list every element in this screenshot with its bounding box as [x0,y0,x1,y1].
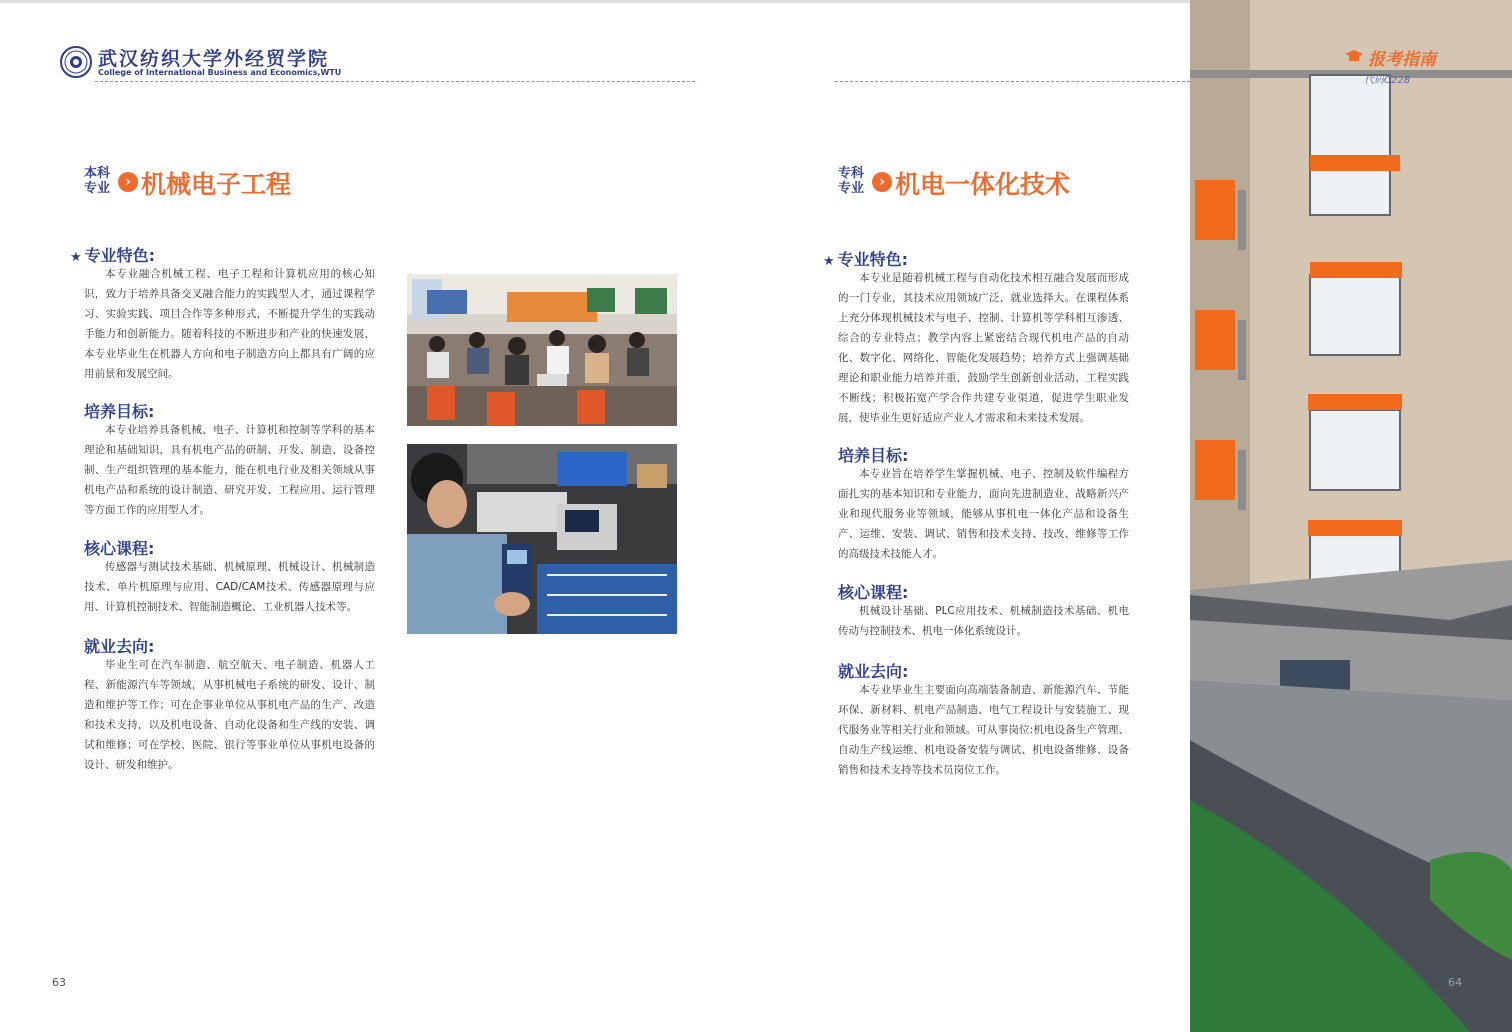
school-name-cn: 武汉纺织大学外经贸学院 [98,48,330,70]
major-title: 机械电子工程 [141,170,292,199]
school-name-en: College of International Business and Economics,WTU [98,68,342,77]
header-divider-left [95,81,695,82]
features-heading: ★ 专业特色: [70,246,156,265]
goal-text: 本专业培养具备机械、电子、计算机和控制等学科的基本理论和基础知识，具有机电产品的研制、开发、制造、设备控制、生产组织管理的基本能力，能在机电行业及相关领域从事机电产品和系统的设计制造、研究开发、工程应用、运行管理等方面工作的应用型人才。 [84,424,375,516]
school-seal-icon [60,46,92,78]
chevron-right-icon: › [118,172,138,192]
chevron-right-icon: › [872,172,892,192]
school-logo [60,46,460,82]
courses-heading: 核心课程: [838,583,909,602]
career-text: 本专业毕业生主要面向高端装备制造、新能源汽车、节能环保、新材料、机电产品制造、电气工程设计与安装施工、现代服务业等相关行业和领域。可从事岗位:机电设备生产管理、自动生产线运维、机电设备安装与调试、机电设备维修、设备销售和技术支持等技术员岗位工作。 [838,684,1129,776]
star-icon: ★ [70,250,82,265]
courses-text: 机械设计基础、PLC应用技术、机械制造技术基础、机电传动与控制技术、机电一体化系统设计。 [838,605,1129,637]
goal-heading: 培养目标: [84,402,155,421]
classroom-photo [407,274,677,426]
graduation-cap-icon [1344,49,1364,63]
star-icon: ★ [823,254,835,269]
courses-text: 传感器与测试技术基础、机械原理、机械设计、机械制造技术、单片机原理与应用、CAD/CAM技术、传感器原理与应用、计算机控制技术、智能制造概论、工业机器人技术等。 [84,561,375,613]
features-text: 本专业是随着机械工程与自动化技术相互融合发展而形成的一门专业，其技术应用领域广泛，就业选择大。在课程体系上充分体现机械技术与电子、控制、计算机等学科相互渗透、综合的专业特点；教学内容上紧密结合现代机电产品的自动化、数字化、网络化、智能化发展趋势；培养方式上强调基础理论和职业能力培养并重，鼓励学生创新创业活动，工程实践不断线；积极拓宽产学合作共建专业渠道，促进学生职业发展，使毕业生更好适应产业人才需求和未来技术发展。 [838,272,1129,424]
career-text: 毕业生可在汽车制造、航空航天、电子制造、机器人工程、新能源汽车等领域，从事机械电子系统的研发、设计、制造和维护等工作；可在企事业单位从事机电产品的生产、改造和技术支持，以及机电设备、自动化设备和生产线的安装、调试和维修；可在学校、医院、银行等事业单位从事机电设备的设计、研发和维护。 [84,659,375,771]
header-divider-right [835,81,1190,82]
undergrad-major-header [84,166,384,206]
goal-text: 本专业旨在培养学生掌握机械、电子、控制及软件编程方面扎实的基本知识和专业能力，面向先进制造业、战略新兴产业和现代服务业等领域，能够从事机电一体化产品和设备生产、运维、安装、调试、销售和技术支持、技改、维修等工作的高级技术技能人才。 [838,468,1129,560]
major-level-tag: 专科专业 [838,166,865,196]
page-number-right: 64 [1448,976,1462,989]
courses-heading: 核心课程: [84,539,155,558]
goal-heading: 培养目标: [838,446,909,465]
career-heading: 就业去向: [84,637,155,656]
lab-photo [407,444,677,634]
major-title: 机电一体化技术 [895,170,1071,199]
application-guide-badge [1340,45,1450,93]
major-level-tag: 本科专业 [84,166,111,196]
features-text: 本专业融合机械工程、电子工程和计算机应用的核心知识，致力于培养具备交叉融合能力的实践型人才，通过课程学习、实验实践、项目合作等多种形式，不断提升学生的实践动手能力和创新能力。随着科技的不断进步和产业的快速发展，本专业毕业生在机器人方向和电子制造方向上都具有广阔的应用前景和发展空间。 [84,268,375,380]
campus-building-photo [1190,0,1512,1032]
badge-code: 代码C228 [1364,75,1411,86]
page-number-left: 63 [52,976,66,989]
career-heading: 就业去向: [838,662,909,681]
badge-label: 报考指南 [1368,50,1436,70]
features-heading: ★ 专业特色: [823,250,909,269]
college-major-header [838,166,1158,206]
